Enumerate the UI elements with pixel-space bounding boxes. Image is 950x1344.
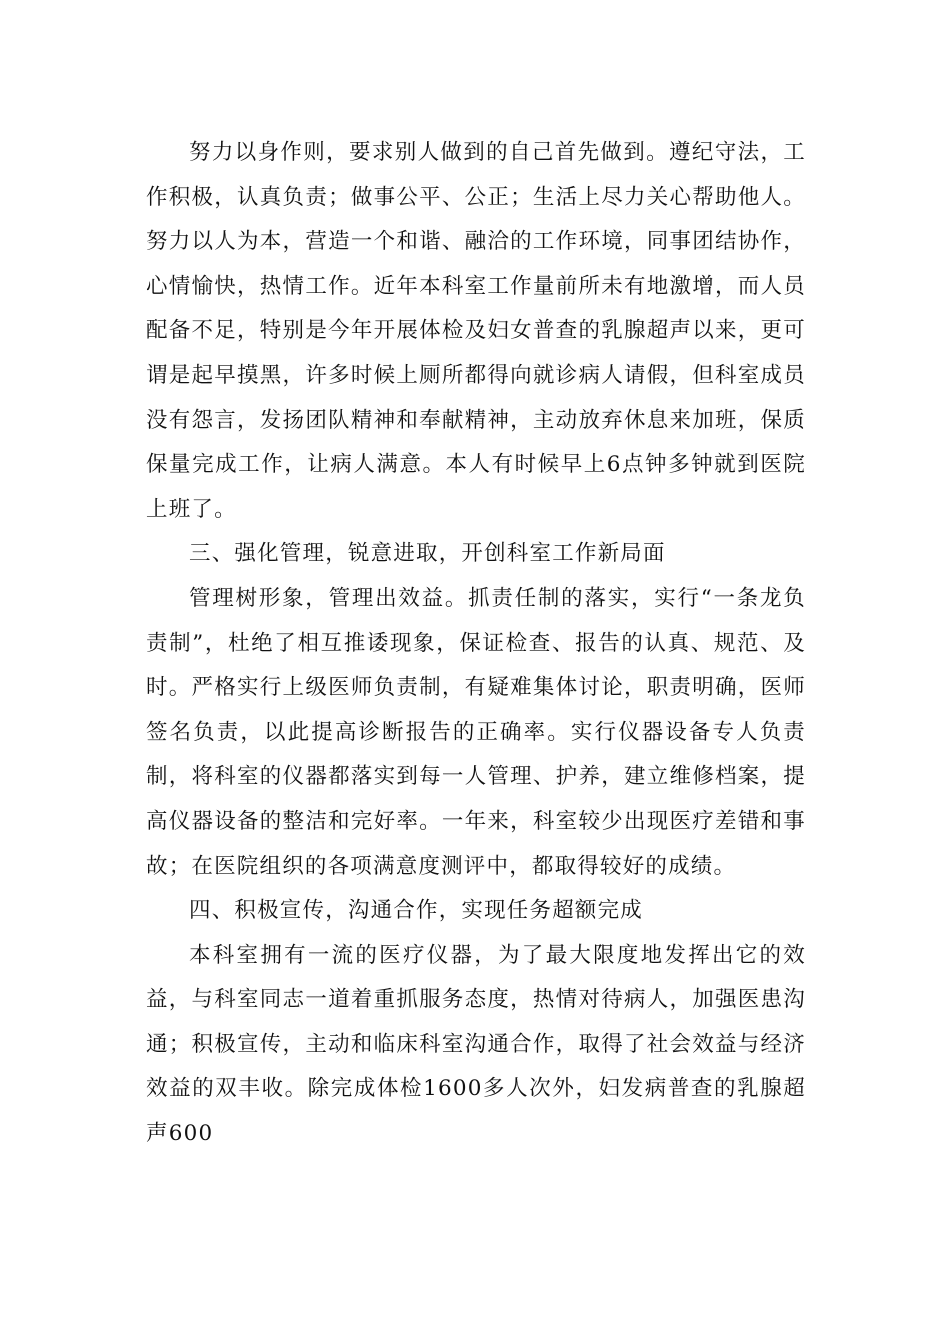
body-paragraph-teamwork: 努力以身作则，要求别人做到的自己首先做到。遵纪守法，工作积极，认真负责；做事公平、公正；生活上尽力关心帮助他人。努力以人为本，营造一个和谐、融洽的工作环境，同事团结协作，心情愉快，热情工作。近年本科室工作量前所未有地激增，而人员配备不足，特别是今年开展体检及妇女普查的乳腺超声以来，更可谓是起早摸黑，许多时候上厕所都得向就诊病人请假，但科室成员没有怨言，发扬团队精神和奉献精神，主动放弃休息来加班，保质保量完成工作，让病人满意。本人有时候早上6点钟多钟就到医院上班了。 bbox=[146, 140, 806, 522]
section-heading-3: 三、强化管理，锐意进取，开创科室工作新局面 bbox=[189, 541, 666, 567]
document-page bbox=[146, 131, 806, 1157]
body-paragraph-management: 管理树形象，管理出效益。抓责任制的落实，实行“一条龙负责制”，杜绝了相互推诿现象，保证检查、报告的认真、规范、及时。严格实行上级医师负责制，有疑难集体讨论，职责明确，医师签名负责，以此提高诊断报告的正确率。实行仪器设备专人负责制，将科室的仪器都落实到每一人管理、护养，建立维修档案，提高仪器设备的整洁和完好率。一年来，科室较少出现医疗差错和事故；在医院组织的各项满意度测评中，都取得较好的成绩。 bbox=[146, 585, 806, 879]
body-paragraph-publicity: 本科室拥有一流的医疗仪器，为了最大限度地发挥出它的效益，与科室同志一道着重抓服务态度，热情对待病人，加强医患沟通；积极宣传，主动和临床科室沟通合作，取得了社会效益与经济效益的双丰收。除完成体检1600多人次外，妇发病普查的乳腺超声600 bbox=[146, 942, 806, 1147]
section-heading-4: 四、积极宣传，沟通合作，实现任务超额完成 bbox=[189, 898, 644, 924]
